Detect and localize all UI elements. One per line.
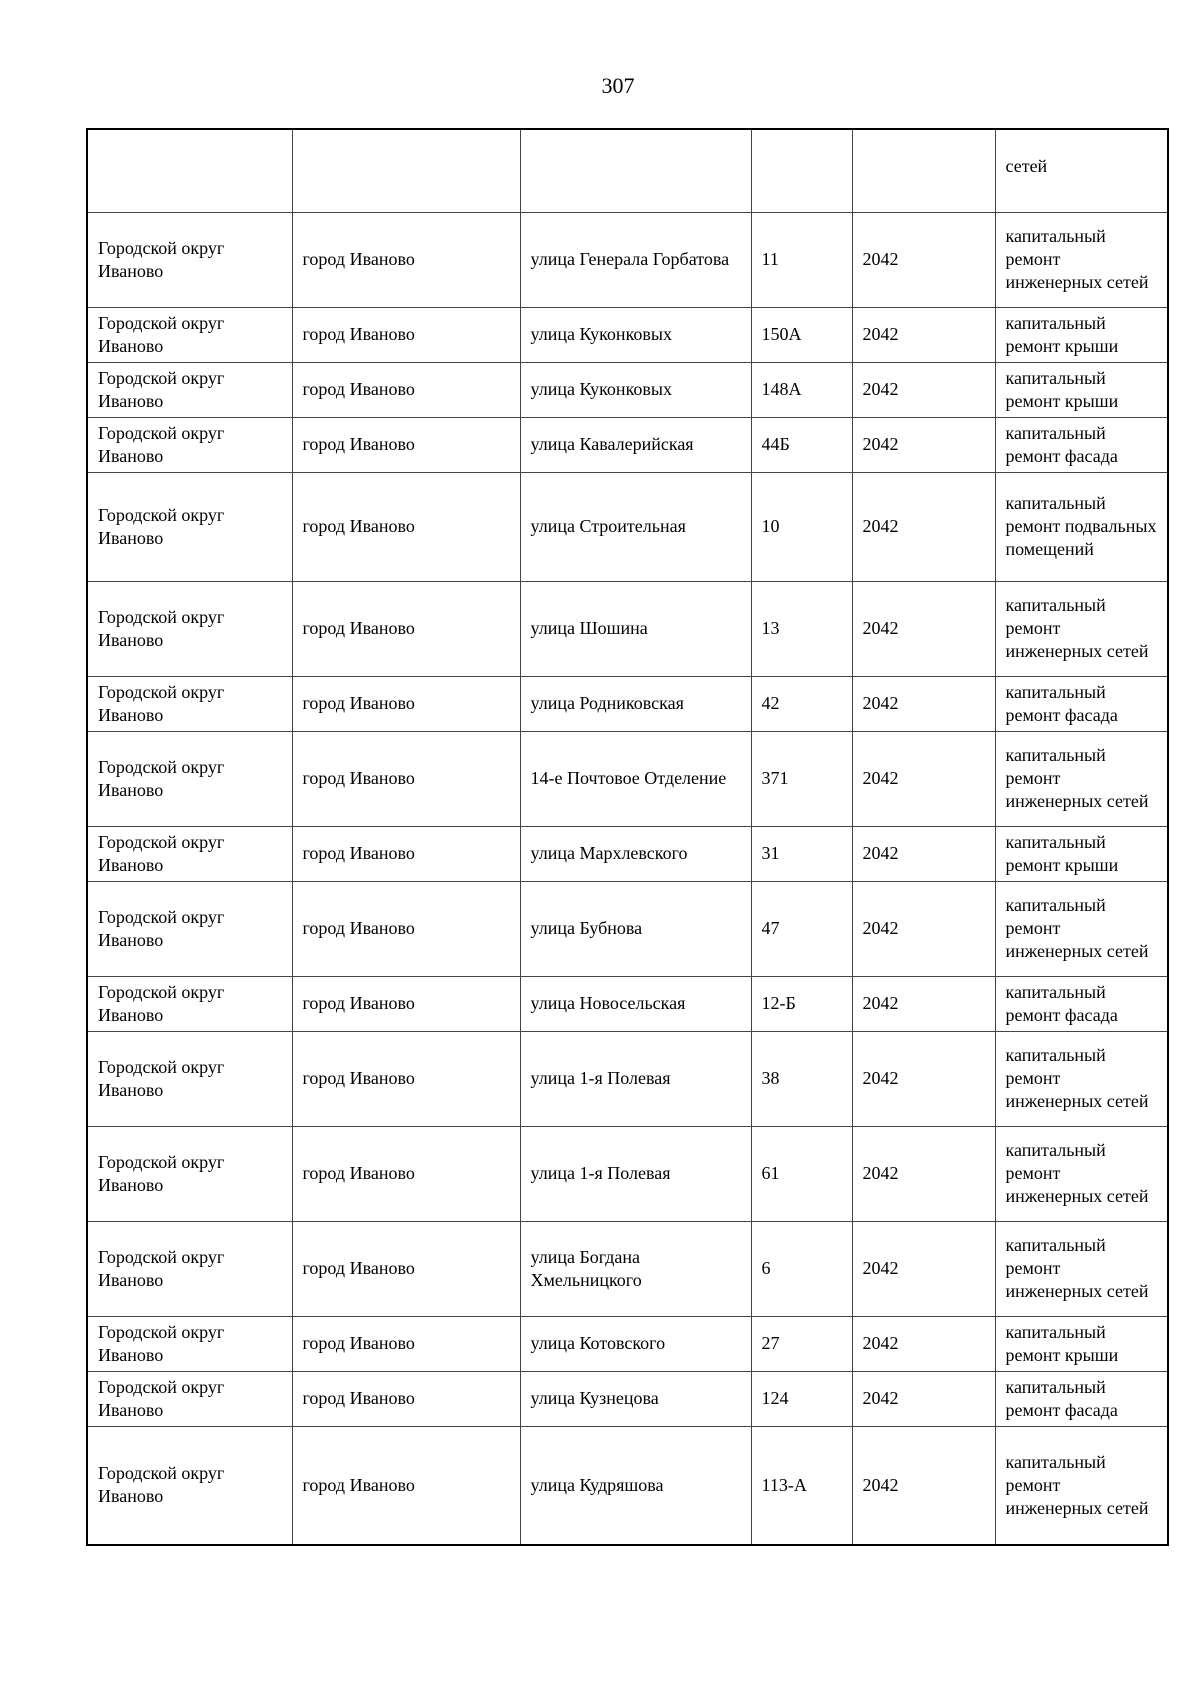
table-row	[87, 1316, 1168, 1371]
house-cell: 47	[751, 881, 852, 976]
table-row	[87, 826, 1168, 881]
work-cell: капитальный ремонт инженерных сетей	[995, 731, 1168, 826]
year-cell: 2042	[852, 676, 995, 731]
district-cell: Городской округ Иваново	[87, 212, 292, 307]
street-cell: улица Строительная	[520, 472, 751, 581]
year-cell: 2042	[852, 976, 995, 1031]
district-cell: Городской округ Иваново	[87, 1031, 292, 1126]
house-cell	[751, 129, 852, 212]
street-cell: улица Бубнова	[520, 881, 751, 976]
city-cell: город Иваново	[292, 472, 520, 581]
house-cell: 31	[751, 826, 852, 881]
house-cell: 6	[751, 1221, 852, 1316]
house-cell: 12-Б	[751, 976, 852, 1031]
year-cell: 2042	[852, 362, 995, 417]
work-cell: капитальный ремонт подвальных помещений	[995, 472, 1168, 581]
work-cell: капитальный ремонт инженерных сетей	[995, 1126, 1168, 1221]
city-cell: город Иваново	[292, 212, 520, 307]
house-cell: 148А	[751, 362, 852, 417]
city-cell: город Иваново	[292, 1221, 520, 1316]
city-cell: город Иваново	[292, 1426, 520, 1545]
table-row	[87, 417, 1168, 472]
work-cell: капитальный ремонт инженерных сетей	[995, 1031, 1168, 1126]
city-cell: город Иваново	[292, 826, 520, 881]
district-cell: Городской округ Иваново	[87, 472, 292, 581]
table-row	[87, 676, 1168, 731]
district-cell: Городской округ Иваново	[87, 976, 292, 1031]
year-cell: 2042	[852, 1031, 995, 1126]
street-cell: улица Куконковых	[520, 307, 751, 362]
street-cell: улица Шошина	[520, 581, 751, 676]
house-cell: 150А	[751, 307, 852, 362]
district-cell: Городской округ Иваново	[87, 362, 292, 417]
house-cell: 371	[751, 731, 852, 826]
house-cell: 61	[751, 1126, 852, 1221]
house-cell: 38	[751, 1031, 852, 1126]
house-cell: 13	[751, 581, 852, 676]
table-row	[87, 212, 1168, 307]
city-cell: город Иваново	[292, 417, 520, 472]
work-cell: капитальный ремонт фасада	[995, 417, 1168, 472]
table-row	[87, 307, 1168, 362]
district-cell: Городской округ Иваново	[87, 826, 292, 881]
house-cell: 124	[751, 1371, 852, 1426]
table-row	[87, 1371, 1168, 1426]
table-row	[87, 362, 1168, 417]
work-cell: капитальный ремонт крыши	[995, 362, 1168, 417]
district-cell: Городской округ Иваново	[87, 417, 292, 472]
city-cell: город Иваново	[292, 307, 520, 362]
year-cell: 2042	[852, 581, 995, 676]
house-cell: 44Б	[751, 417, 852, 472]
work-cell: сетей	[995, 129, 1168, 212]
city-cell: город Иваново	[292, 1371, 520, 1426]
street-cell: улица Кузнецова	[520, 1371, 751, 1426]
year-cell: 2042	[852, 826, 995, 881]
street-cell: улица Кудряшова	[520, 1426, 751, 1545]
house-cell: 42	[751, 676, 852, 731]
street-cell: улица 1-я Полевая	[520, 1031, 751, 1126]
street-cell: улица Богдана Хмельницкого	[520, 1221, 751, 1316]
work-cell: капитальный ремонт крыши	[995, 1316, 1168, 1371]
city-cell: город Иваново	[292, 976, 520, 1031]
district-cell: Городской округ Иваново	[87, 1126, 292, 1221]
district-cell: Городской округ Иваново	[87, 731, 292, 826]
work-cell: капитальный ремонт крыши	[995, 826, 1168, 881]
house-cell: 27	[751, 1316, 852, 1371]
district-cell: Городской округ Иваново	[87, 1316, 292, 1371]
table-row	[87, 731, 1168, 826]
work-cell: капитальный ремонт инженерных сетей	[995, 581, 1168, 676]
city-cell: город Иваново	[292, 1126, 520, 1221]
work-cell: капитальный ремонт инженерных сетей	[995, 212, 1168, 307]
table-row	[87, 1426, 1168, 1545]
city-cell: город Иваново	[292, 881, 520, 976]
house-cell: 10	[751, 472, 852, 581]
year-cell: 2042	[852, 1316, 995, 1371]
district-cell: Городской округ Иваново	[87, 1221, 292, 1316]
street-cell: улица Куконковых	[520, 362, 751, 417]
year-cell: 2042	[852, 472, 995, 581]
table-row	[87, 1126, 1168, 1221]
work-cell: капитальный ремонт инженерных сетей	[995, 881, 1168, 976]
house-cell: 11	[751, 212, 852, 307]
table-row	[87, 1031, 1168, 1126]
district-cell: Городской округ Иваново	[87, 1371, 292, 1426]
street-cell: 14-е Почтовое Отделение	[520, 731, 751, 826]
work-cell: капитальный ремонт инженерных сетей	[995, 1221, 1168, 1316]
district-cell: Городской округ Иваново	[87, 1426, 292, 1545]
repair-schedule-table	[86, 128, 1169, 1546]
year-cell	[852, 129, 995, 212]
city-cell: город Иваново	[292, 362, 520, 417]
city-cell: город Иваново	[292, 1316, 520, 1371]
table-row	[87, 581, 1168, 676]
city-cell: город Иваново	[292, 1031, 520, 1126]
work-cell: капитальный ремонт инженерных сетей	[995, 1426, 1168, 1545]
year-cell: 2042	[852, 417, 995, 472]
district-cell: Городской округ Иваново	[87, 581, 292, 676]
district-cell: Городской округ Иваново	[87, 676, 292, 731]
street-cell	[520, 129, 751, 212]
district-cell	[87, 129, 292, 212]
street-cell: улица Мархлевского	[520, 826, 751, 881]
year-cell: 2042	[852, 1221, 995, 1316]
year-cell: 2042	[852, 212, 995, 307]
work-cell: капитальный ремонт фасада	[995, 676, 1168, 731]
district-cell: Городской округ Иваново	[87, 307, 292, 362]
city-cell: город Иваново	[292, 676, 520, 731]
year-cell: 2042	[852, 1426, 995, 1545]
street-cell: улица Кавалерийская	[520, 417, 751, 472]
work-cell: капитальный ремонт фасада	[995, 976, 1168, 1031]
table-row	[87, 976, 1168, 1031]
work-cell: капитальный ремонт фасада	[995, 1371, 1168, 1426]
city-cell: город Иваново	[292, 581, 520, 676]
city-cell: город Иваново	[292, 731, 520, 826]
street-cell: улица Котовского	[520, 1316, 751, 1371]
city-cell	[292, 129, 520, 212]
table-row	[87, 129, 1168, 212]
year-cell: 2042	[852, 731, 995, 826]
street-cell: улица Родниковская	[520, 676, 751, 731]
street-cell: улица Генерала Горбатова	[520, 212, 751, 307]
page-number: 307	[601, 73, 635, 98]
year-cell: 2042	[852, 1371, 995, 1426]
year-cell: 2042	[852, 1126, 995, 1221]
table-row	[87, 472, 1168, 581]
year-cell: 2042	[852, 307, 995, 362]
year-cell: 2042	[852, 881, 995, 976]
house-cell: 113-А	[751, 1426, 852, 1545]
table-row	[87, 1221, 1168, 1316]
district-cell: Городской округ Иваново	[87, 881, 292, 976]
street-cell: улица Новосельская	[520, 976, 751, 1031]
street-cell: улица 1-я Полевая	[520, 1126, 751, 1221]
table-row	[87, 881, 1168, 976]
work-cell: капитальный ремонт крыши	[995, 307, 1168, 362]
